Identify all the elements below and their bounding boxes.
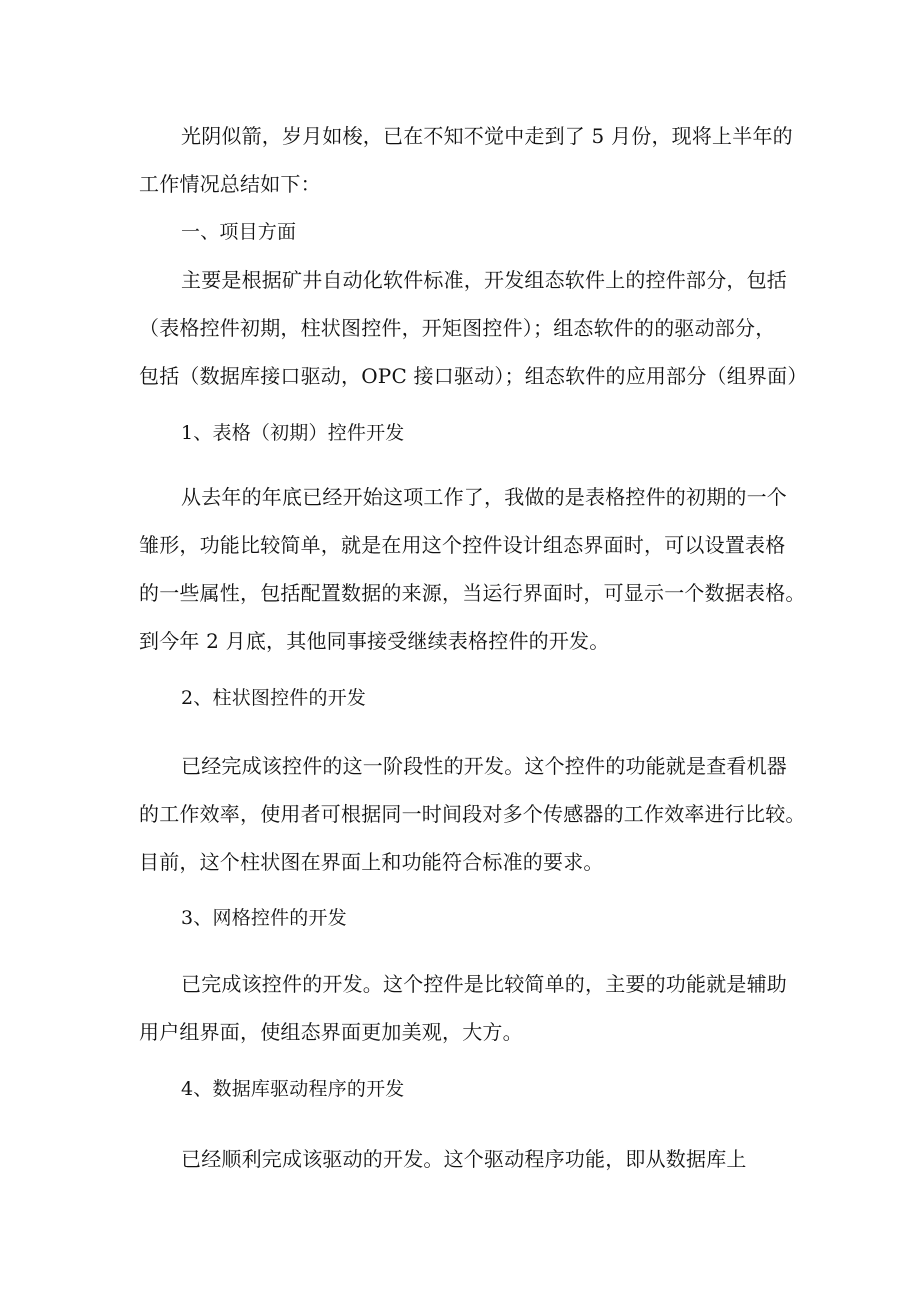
item-2-title: 2、柱状图控件的开发 <box>181 687 367 709</box>
item-2-line-1: 已经完成该控件的这一阶段性的开发。这个控件的功能就是查看机器 <box>181 754 787 778</box>
item-3-title: 3、网格控件的开发 <box>181 907 347 929</box>
item-2-line-2: 的工作效率，使用者可根据同一时间段对多个传感器的工作效率进行比较。 <box>139 802 806 826</box>
item-3-line-2: 用户组界面，使组态界面更加美观，大方。 <box>139 1020 523 1044</box>
intro-line-1: 光阴似箭，岁月如梭，已在不知不觉中走到了 5 月份，现将上半年的 <box>181 124 793 148</box>
item-4-title: 4、数据库驱动程序的开发 <box>181 1078 405 1100</box>
item-1-line-1: 从去年的年底已经开始这项工作了，我做的是表格控件的初期的一个 <box>181 485 787 509</box>
item-1-line-2: 雏形，功能比较简单，就是在用这个控件设计组态界面时，可以设置表格 <box>139 533 786 557</box>
item-4-line-1: 已经顺利完成该驱动的开发。这个驱动程序功能，即从数据库上 <box>181 1147 747 1171</box>
item-3-line-1: 已完成该控件的开发。这个控件是比较简单的，主要的功能就是辅助 <box>181 972 787 996</box>
section-1-title: 一、项目方面 <box>181 221 297 243</box>
intro-line-2: 工作情况总结如下： <box>139 172 321 196</box>
item-1-line-3: 的一些属性，包括配置数据的来源，当运行界面时，可显示一个数据表格。 <box>139 581 806 605</box>
section-1-body-line-3: 包括（数据库接口驱动，OPC 接口驱动）；组态软件的应用部分（组界面） <box>139 364 808 388</box>
section-1-body-line-2: （表格控件初期，柱状图控件，开矩图控件）；组态软件的的驱动部分， <box>139 316 776 340</box>
section-1-body-line-1: 主要是根据矿井自动化软件标准，开发组态软件上的控件部分，包括 <box>181 268 787 292</box>
item-2-line-3: 目前，这个柱状图在界面上和功能符合标准的要求。 <box>139 850 604 874</box>
item-1-line-4: 到今年 2 月底，其他同事接受继续表格控件的开发。 <box>139 629 610 653</box>
item-1-title: 1、表格（初期）控件开发 <box>181 422 405 444</box>
